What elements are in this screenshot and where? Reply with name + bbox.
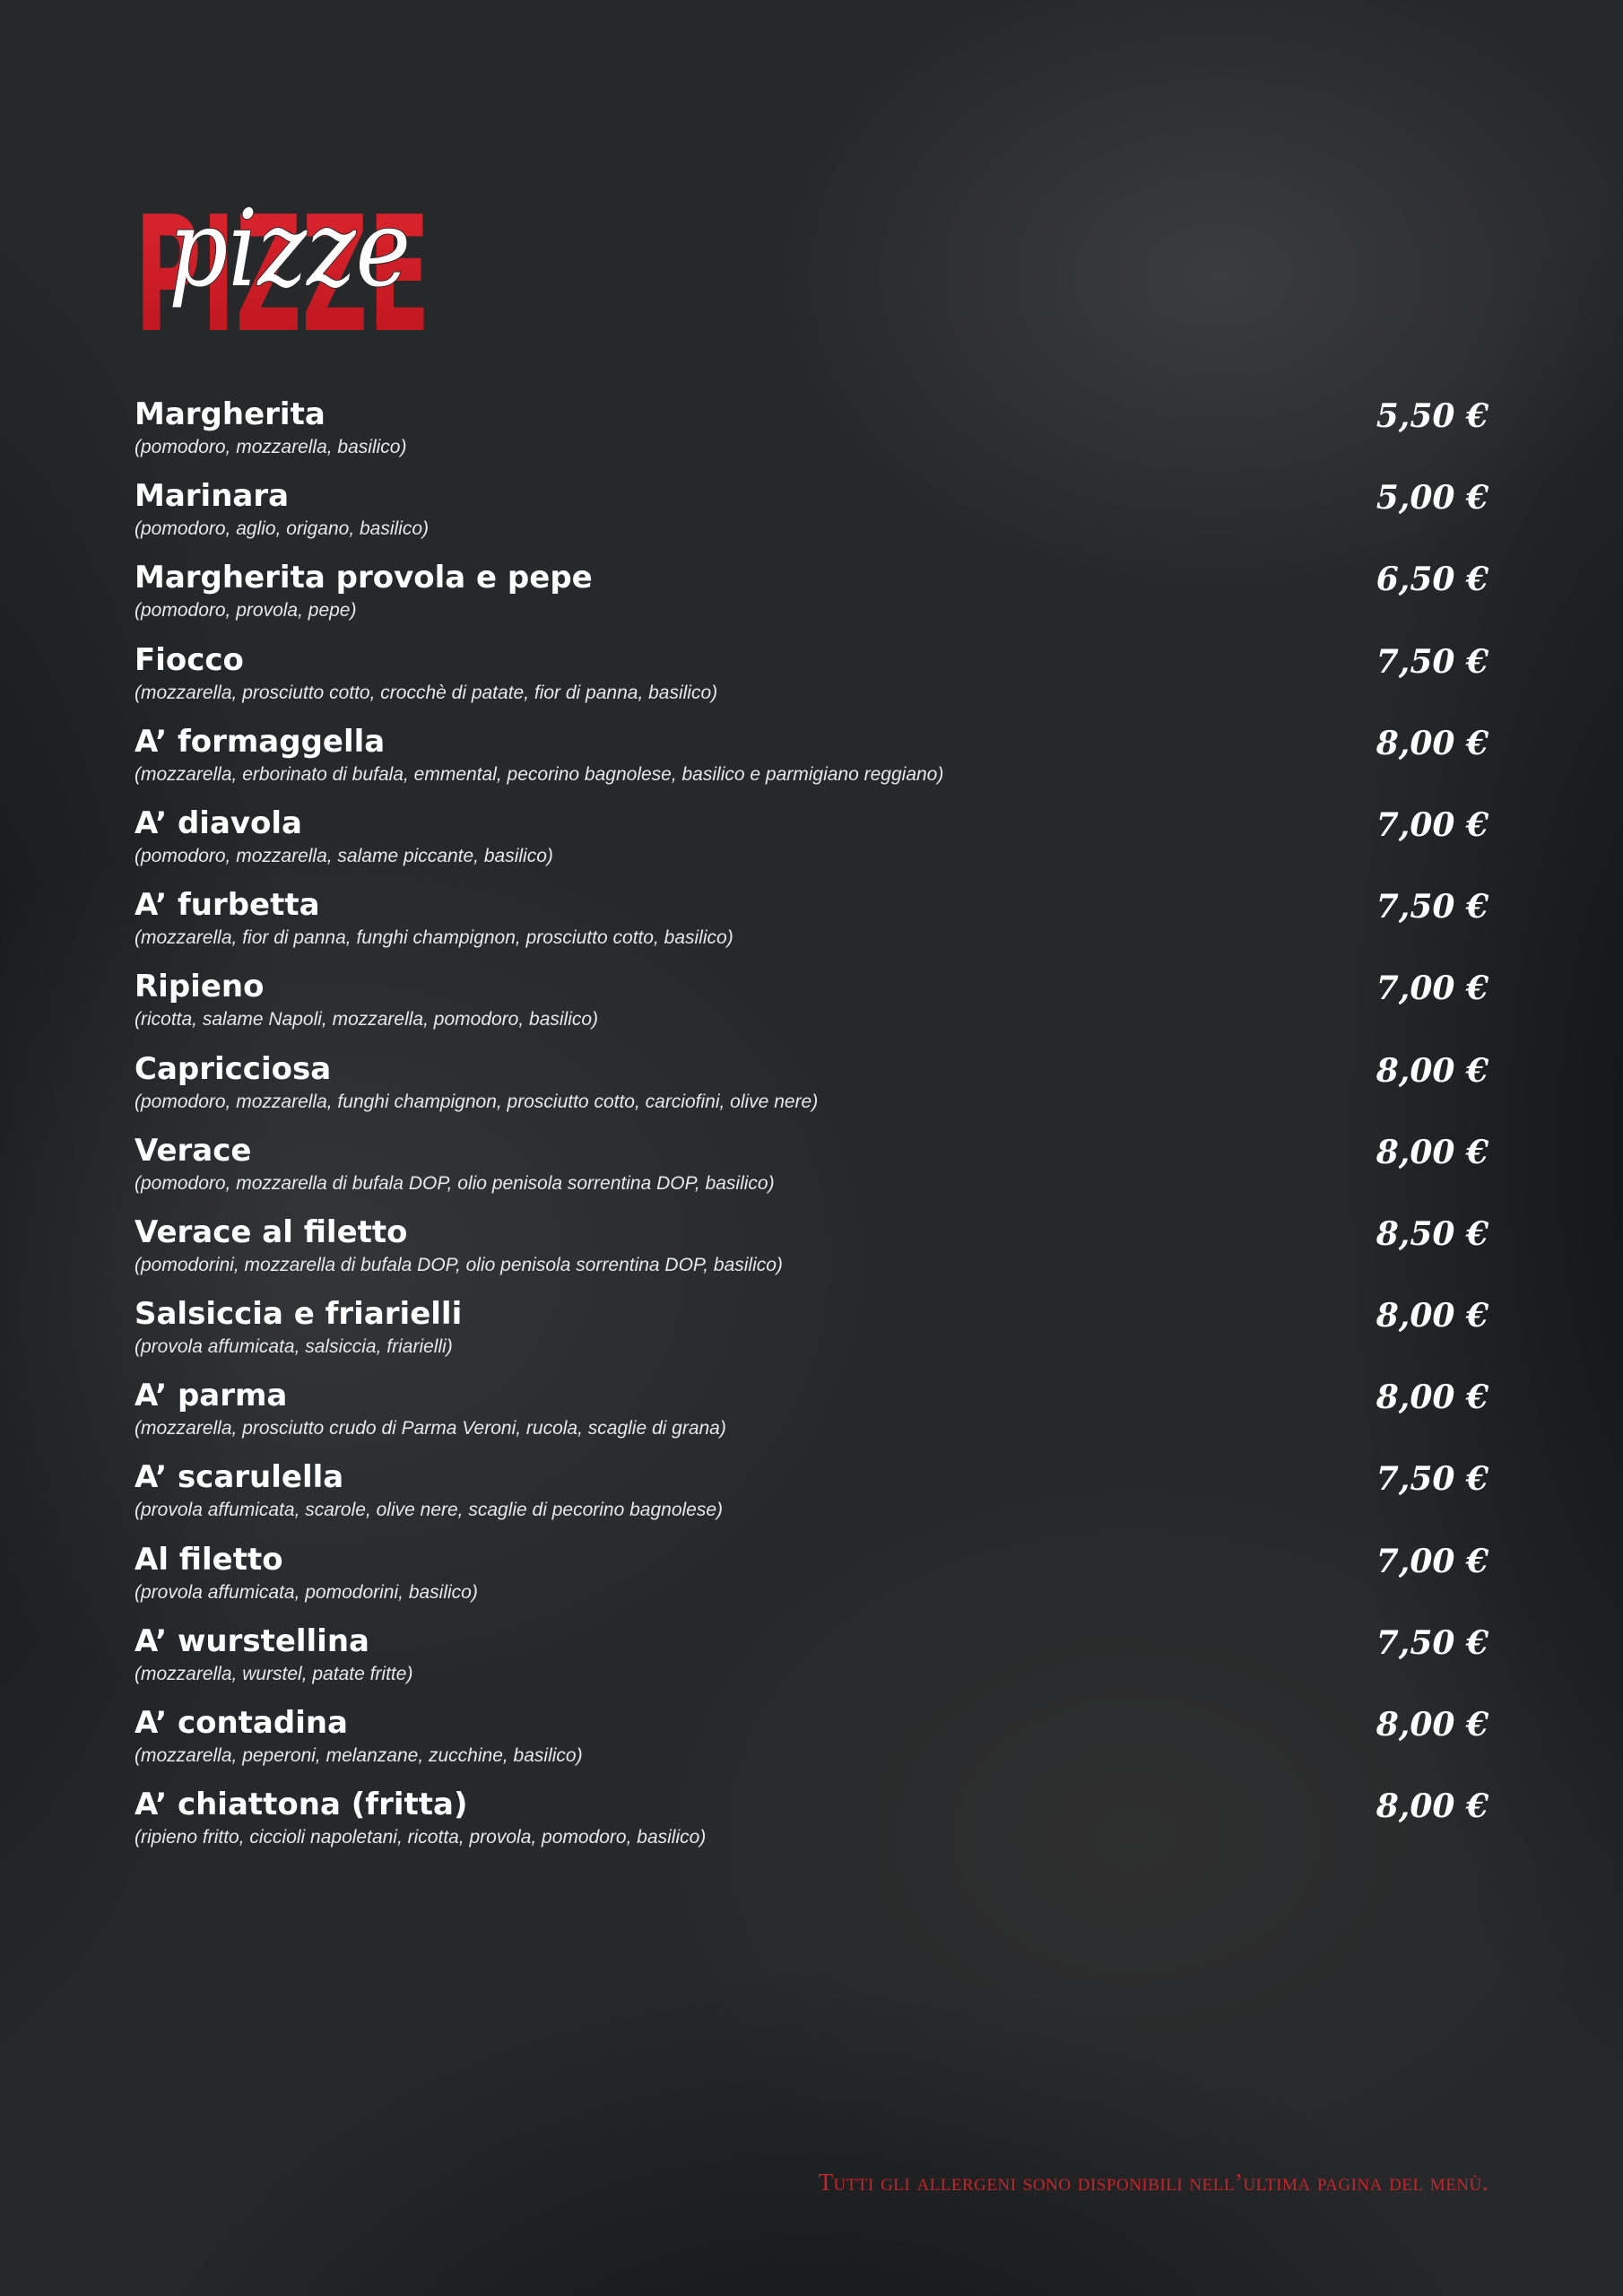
menu-item-price: 8,00 € [1376, 1133, 1488, 1171]
menu-item-name: Ripieno [135, 969, 265, 1005]
menu-item-name: Marinara [135, 478, 290, 515]
menu-item-price: 8,00 € [1376, 1051, 1488, 1090]
menu-item-description: (ricotta, salame Napoli, mozzarella, pomodoro, basilico) [135, 1009, 599, 1031]
menu-item-price: 5,50 € [1376, 397, 1488, 435]
menu-item-description: (mozzarella, fior di panna, funghi champignon, prosciutto cotto, basilico) [135, 927, 733, 949]
menu-item-description: (mozzarella, wurstel, patate fritte) [135, 1663, 413, 1684]
allergen-note: Tutti gli allergeni sono disponibili nell’ultima pagina del menù. [818, 2169, 1488, 2196]
menu-item-description: (mozzarella, prosciutto cotto, crocchè di patate, fior di panna, basilico) [135, 682, 718, 703]
menu-item-price: 7,00 € [1376, 1542, 1488, 1580]
menu-item-description: (pomodoro, mozzarella, salame piccante, basilico) [135, 845, 553, 866]
menu-item-description: (mozzarella, prosciutto crudo di Parma Veroni, rucola, scaglie di grana) [135, 1418, 726, 1439]
menu-item-name: Margherita [135, 396, 325, 432]
menu-item-description: (ripieno fritto, ciccioli napoletani, ricotta, provola, pomodoro, basilico) [135, 1827, 707, 1848]
menu-item [133, 1131, 1496, 1213]
menu-item-description: (provola affumicata, scarole, olive nere, scaglie di pecorino bagnolese) [135, 1500, 724, 1521]
menu-item-name: A’ chiattona (fritta) [135, 1787, 468, 1823]
menu-item-name: A’ formaggella [135, 723, 386, 760]
menu-item [133, 1457, 1496, 1539]
menu-item-description: (provola affumicata, salsiccia, friarielli) [135, 1336, 453, 1358]
menu-item-name: Salsiccia e friarielli [135, 1296, 463, 1333]
menu-item-price: 7,50 € [1376, 1623, 1488, 1662]
menu-item [133, 395, 1496, 476]
menu-item-price: 8,00 € [1376, 1378, 1488, 1417]
menu-item [133, 1703, 1496, 1785]
menu-item [133, 558, 1496, 639]
menu-item-description: (pomodoro, mozzarella di bufala DOP, olio penisola sorrentina DOP, basilico) [135, 1172, 775, 1194]
menu-item-price: 8,00 € [1376, 1706, 1488, 1744]
menu-item-price: 6,50 € [1376, 561, 1488, 599]
menu-item [133, 1213, 1496, 1294]
pizza-menu-list [133, 395, 1496, 1866]
menu-item [133, 967, 1496, 1048]
menu-item-price: 7,00 € [1376, 805, 1488, 844]
menu-item-price: 8,50 € [1376, 1214, 1488, 1253]
menu-item-name: A’ furbetta [135, 887, 320, 924]
menu-item [133, 1785, 1496, 1866]
menu-item [133, 1376, 1496, 1457]
menu-item [133, 640, 1496, 722]
menu-item-name: Margherita provola e pepe [135, 560, 593, 596]
pizze-logo-graphic [130, 161, 435, 350]
menu-item-price: 7,50 € [1376, 1460, 1488, 1499]
menu-item [133, 476, 1496, 558]
menu-item-description: (pomodoro, aglio, origano, basilico) [135, 518, 430, 540]
menu-item-name: A’ wurstellina [135, 1622, 369, 1659]
menu-item-price: 7,50 € [1376, 888, 1488, 926]
menu-item-name: Fiocco [135, 641, 244, 678]
menu-item [133, 722, 1496, 804]
menu-item [133, 1049, 1496, 1131]
menu-item-name: Verace [135, 1132, 252, 1169]
menu-item-name: Al filetto [135, 1541, 283, 1578]
menu-item [133, 1294, 1496, 1376]
menu-item-name: Verace al filetto [135, 1213, 408, 1250]
menu-item-name: A’ parma [135, 1378, 288, 1414]
menu-item-description: (mozzarella, erborinato di bufala, emmental, pecorino bagnolese, basilico e parmigiano reggiano) [135, 763, 944, 785]
menu-item-description: (pomodoro, mozzarella, funghi champignon, prosciutto cotto, carciofini, olive nere) [135, 1091, 819, 1112]
menu-item-description: (pomodoro, provola, pepe) [135, 600, 357, 622]
menu-item-price: 8,00 € [1376, 1787, 1488, 1826]
logo-script-text: pizze [169, 187, 411, 310]
menu-item [133, 1540, 1496, 1622]
menu-item-price: 8,00 € [1376, 724, 1488, 762]
menu-item [133, 885, 1496, 967]
menu-item-description: (mozzarella, peperoni, melanzane, zucchine, basilico) [135, 1745, 583, 1766]
menu-item-name: A’ diavola [135, 804, 302, 841]
menu-item-price: 7,50 € [1376, 642, 1488, 681]
menu-logo [130, 161, 435, 350]
menu-item-description: (pomodorini, mozzarella di bufala DOP, olio penisola sorrentina DOP, basilico) [135, 1254, 783, 1275]
menu-item-description: (provola affumicata, pomodorini, basilico) [135, 1581, 478, 1603]
menu-item-price: 8,00 € [1376, 1297, 1488, 1335]
menu-item-price: 5,00 € [1376, 479, 1488, 517]
menu-item-name: A’ scarulella [135, 1459, 344, 1496]
menu-item [133, 804, 1496, 885]
menu-item-description: (pomodoro, mozzarella, basilico) [135, 437, 407, 457]
menu-item [133, 1622, 1496, 1703]
menu-item-name: Capricciosa [135, 1050, 332, 1087]
menu-item-price: 7,00 € [1376, 970, 1488, 1008]
menu-item-name: A’ contadina [135, 1705, 348, 1741]
logo-block-text: PIZZE [135, 182, 430, 350]
